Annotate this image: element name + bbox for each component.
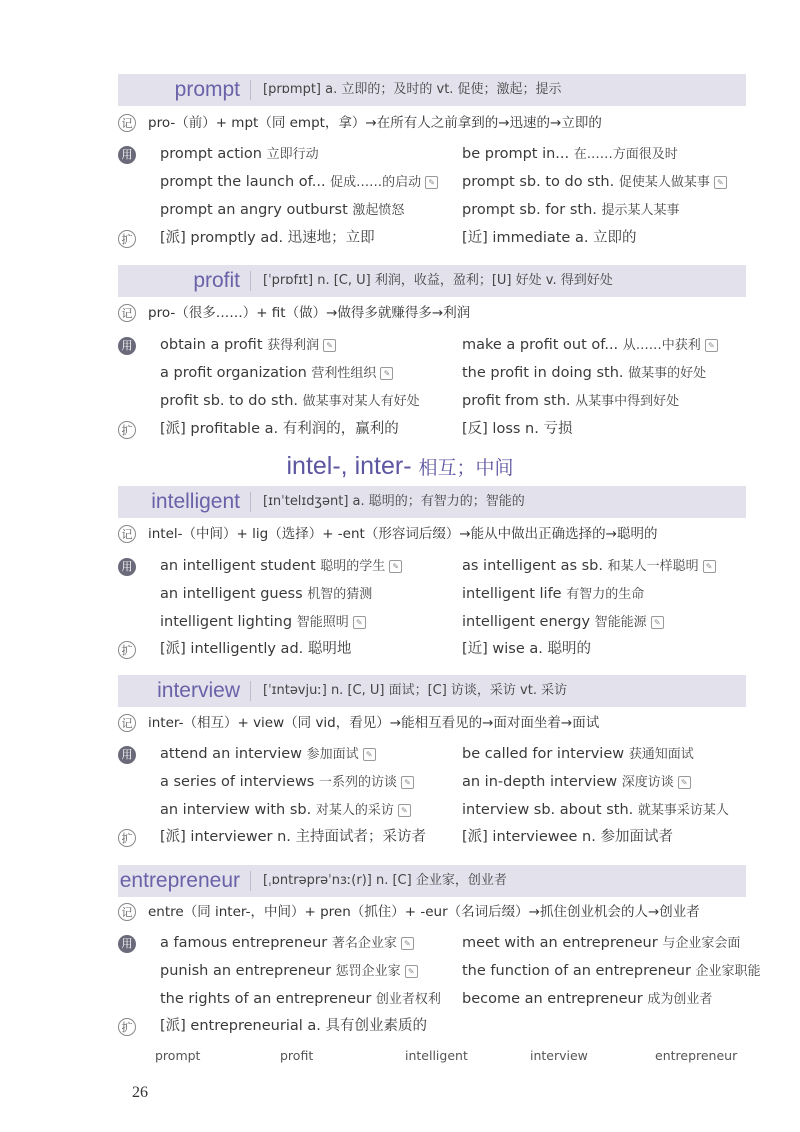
- extension-left: [派] intelligently ad. 聪明地: [160, 641, 352, 657]
- usage-item: an intelligent guess 机智的猜测: [160, 586, 373, 602]
- extension-left: [派] entrepreneurial a. 具有创业素质的: [160, 1018, 427, 1034]
- usage-item: interview sb. about sth. 就某事采访某人: [462, 802, 729, 818]
- extension-icon: 扩: [118, 641, 136, 659]
- extension-left: [派] promptly ad. 迅速地；立即: [160, 230, 375, 246]
- usage-item: prompt sb. for sth. 提示某人某事: [462, 202, 680, 218]
- usage-item: the profit in doing sth. 做某事的好处: [462, 365, 707, 381]
- usage-icon: 用: [118, 935, 136, 953]
- pen-icon: ✎: [363, 748, 376, 761]
- footer-word: profit: [280, 1048, 314, 1063]
- extension-icon: 扩: [118, 829, 136, 847]
- usage-item: the rights of an entrepreneur 创业者权利: [160, 991, 441, 1007]
- extension-icon: 扩: [118, 1018, 136, 1036]
- pen-icon: ✎: [401, 776, 414, 789]
- pen-icon: ✎: [380, 367, 393, 380]
- headword: intelligent: [151, 490, 240, 513]
- headword: prompt: [174, 78, 240, 101]
- usage-item: meet with an entrepreneur 与企业家会面: [462, 935, 741, 951]
- pen-icon: ✎: [425, 176, 438, 189]
- usage-item: obtain a profit 获得利润 ✎: [160, 335, 336, 356]
- usage-item: prompt sb. to do sth. 促使某人做某事 ✎: [462, 172, 727, 193]
- mnemonic-text: intel-（中间）+ lig（选择）+ -ent（形容词后缀）→能从中做出正确选择的→聪明的: [148, 526, 658, 542]
- usage-item: be called for interview 获通知面试: [462, 746, 694, 762]
- extension-right: [反] loss n. 亏损: [462, 421, 573, 437]
- definition: [ˌɒntrəprəˈnɜː(r)] n. [C] 企业家，创业者: [250, 871, 507, 891]
- mnemonic-text: entre（同 inter-，中间）+ pren（抓住）+ -eur（名词后缀）→抓住创业机会的人→创业者: [148, 904, 700, 920]
- usage-item: profit from sth. 从某事中得到好处: [462, 393, 680, 409]
- entry-header: [118, 74, 746, 106]
- pen-icon: ✎: [353, 616, 366, 629]
- entry-header: [118, 865, 746, 897]
- footer-word: intelligent: [405, 1048, 468, 1063]
- extension-right: [派] interviewee n. 参加面试者: [462, 829, 673, 845]
- entry-entrepreneur: [118, 865, 746, 897]
- pen-icon: ✎: [405, 965, 418, 978]
- usage-item: a famous entrepreneur 著名企业家 ✎: [160, 933, 414, 954]
- definition: [prɒmpt] a. 立即的；及时的 vt. 促使；激起；提示: [250, 80, 562, 100]
- usage-item: intelligent lighting 智能照明 ✎: [160, 612, 366, 633]
- definition: [ˈprɒfɪt] n. [C, U] 利润，收益，盈利；[U] 好处 v. 得到好处: [250, 271, 613, 291]
- footer-word: interview: [530, 1048, 588, 1063]
- mnemonic-text: pro-（很多……）+ fit（做）→做得多就赚得多→利润: [148, 305, 471, 321]
- pen-icon: ✎: [401, 937, 414, 950]
- usage-item: intelligent life 有智力的生命: [462, 586, 645, 602]
- extension-left: [派] profitable a. 有利润的，赢利的: [160, 421, 399, 437]
- headword: interview: [157, 679, 240, 702]
- usage-item: intelligent energy 智能能源 ✎: [462, 612, 664, 633]
- entry-header: [118, 486, 746, 518]
- usage-item: prompt the launch of... 促成……的启动 ✎: [160, 172, 438, 193]
- usage-item: make a profit out of... 从……中获利 ✎: [462, 335, 718, 356]
- usage-item: attend an interview 参加面试 ✎: [160, 744, 376, 765]
- pen-icon: ✎: [389, 560, 402, 573]
- mnemonic-icon: 记: [118, 714, 136, 732]
- mnemonic-text: inter-（相互）+ view（同 vid，看见）→能相互看见的→面对面坐着→面试: [148, 715, 600, 731]
- usage-item: prompt action 立即行动: [160, 146, 319, 162]
- usage-item: prompt an angry outburst 激起愤怒: [160, 202, 405, 218]
- pen-icon: ✎: [651, 616, 664, 629]
- usage-icon: 用: [118, 146, 136, 164]
- usage-icon: 用: [118, 746, 136, 764]
- entry-interview: [118, 675, 746, 707]
- headword: profit: [193, 269, 240, 292]
- mnemonic-icon: 记: [118, 903, 136, 921]
- definition: [ˈɪntəvjuː] n. [C, U] 面试；[C] 访谈，采访 vt. 采访: [250, 681, 567, 701]
- usage-item: a profit organization 营利性组织 ✎: [160, 363, 393, 384]
- entry-header: [118, 675, 746, 707]
- page-number: 26: [132, 1084, 148, 1101]
- pen-icon: ✎: [714, 176, 727, 189]
- pen-icon: ✎: [398, 804, 411, 817]
- footer-word: prompt: [155, 1048, 201, 1063]
- usage-item: a series of interviews 一系列的访谈 ✎: [160, 772, 414, 793]
- mnemonic-text: pro-（前）+ mpt（同 empt，拿）→在所有人之前拿到的→迅速的→立即的: [148, 115, 602, 131]
- section-title: intel-, inter- 相互；中间: [286, 452, 514, 480]
- extension-icon: 扩: [118, 230, 136, 248]
- usage-item: punish an entrepreneur 惩罚企业家 ✎: [160, 961, 418, 982]
- definition: [ɪnˈtelɪdʒənt] a. 聪明的；有智力的；智能的: [250, 492, 525, 512]
- extension-right: [近] immediate a. 立即的: [462, 230, 637, 246]
- entry-header: [118, 265, 746, 297]
- usage-item: be prompt in... 在……方面很及时: [462, 146, 678, 162]
- entry-intelligent: [118, 486, 746, 518]
- pen-icon: ✎: [323, 339, 336, 352]
- entry-prompt: [118, 74, 746, 106]
- usage-item: profit sb. to do sth. 做某事对某人有好处: [160, 393, 420, 409]
- pen-icon: ✎: [678, 776, 691, 789]
- usage-item: an intelligent student 聪明的学生 ✎: [160, 556, 402, 577]
- usage-item: the function of an entrepreneur 企业家职能: [462, 963, 761, 979]
- pen-icon: ✎: [703, 560, 716, 573]
- mnemonic-icon: 记: [118, 114, 136, 132]
- extension-left: [派] interviewer n. 主持面试者；采访者: [160, 829, 426, 845]
- headword: entrepreneur: [119, 869, 240, 892]
- usage-item: an interview with sb. 对某人的采访 ✎: [160, 800, 411, 821]
- entry-profit: [118, 265, 746, 297]
- mnemonic-icon: 记: [118, 525, 136, 543]
- extension-icon: 扩: [118, 421, 136, 439]
- usage-item: an in-depth interview 深度访谈 ✎: [462, 772, 691, 793]
- extension-right: [近] wise a. 聪明的: [462, 641, 591, 657]
- mnemonic-icon: 记: [118, 304, 136, 322]
- usage-item: become an entrepreneur 成为创业者: [462, 991, 713, 1007]
- footer-word: entrepreneur: [655, 1048, 738, 1063]
- usage-icon: 用: [118, 558, 136, 576]
- pen-icon: ✎: [705, 339, 718, 352]
- usage-item: as intelligent as sb. 和某人一样聪明 ✎: [462, 556, 716, 577]
- usage-icon: 用: [118, 337, 136, 355]
